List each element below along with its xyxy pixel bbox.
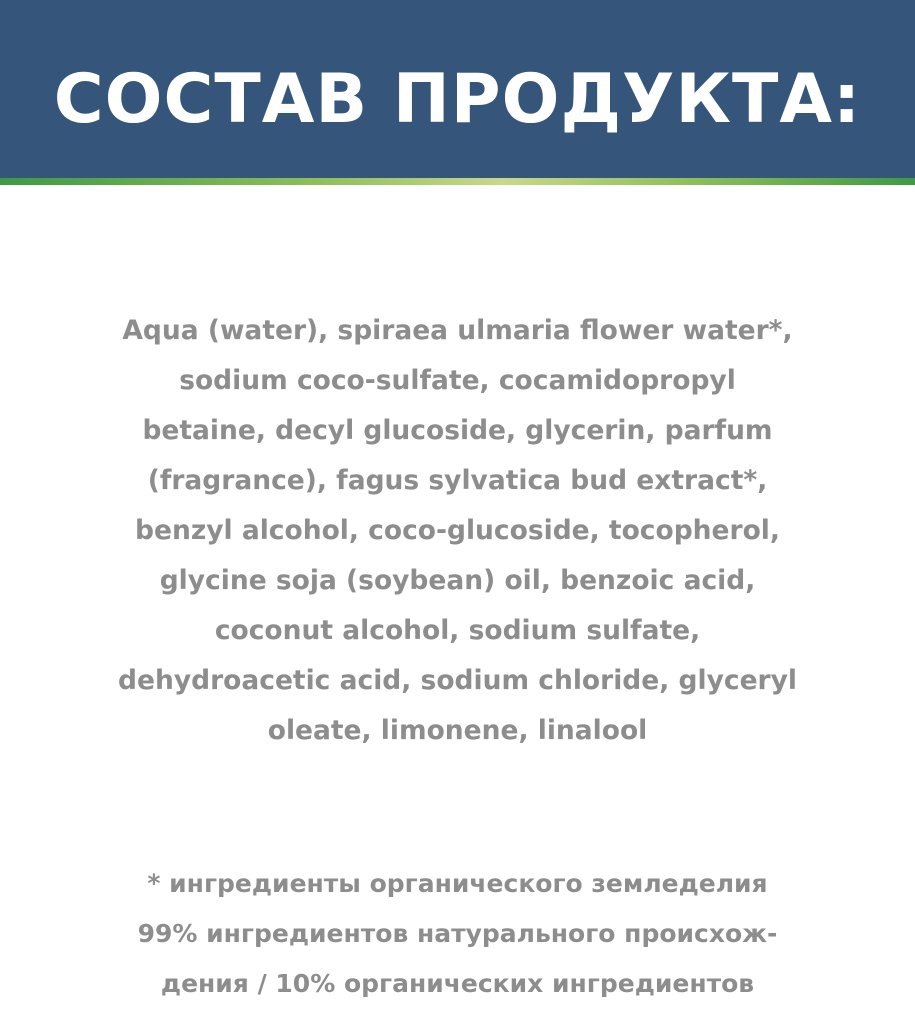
ingredients-line: benzyl alcohol, coco-glucoside, tocopherol, [135,515,780,546]
page-title: СОСТАВ ПРОДУКТА: [53,60,862,139]
accent-divider [0,178,915,185]
ingredients-line: coconut alcohol, sodium sulfate, [214,615,701,646]
ingredients-line: dehydroacetic acid, sodium chloride, glyceryl [118,665,797,696]
ingredients-list [60,306,855,756]
organic-footnote: * ингредиенты органического земледелия [147,869,768,898]
ingredients-line: oleate, limonene, linalool [267,715,648,746]
ingredients-line: Aqua (water), spiraea ulmaria flower water*, [122,315,793,346]
header-banner [0,0,915,178]
natural-origin-note-continued: дения / 10% органических ингредиентов [160,969,755,998]
footnotes [40,859,875,1009]
natural-origin-note: 99% ингредиентов натурального происхож- [137,919,778,948]
ingredients-line: glycine soja (soybean) oil, benzoic acid, [159,565,756,596]
ingredients-line: sodium coco-sulfate, cocamidopropyl [179,365,736,396]
ingredients-line: (fragrance), fagus sylvatica bud extract*, [147,465,768,496]
ingredients-line: betaine, decyl glucoside, glycerin, parfum [142,415,773,446]
